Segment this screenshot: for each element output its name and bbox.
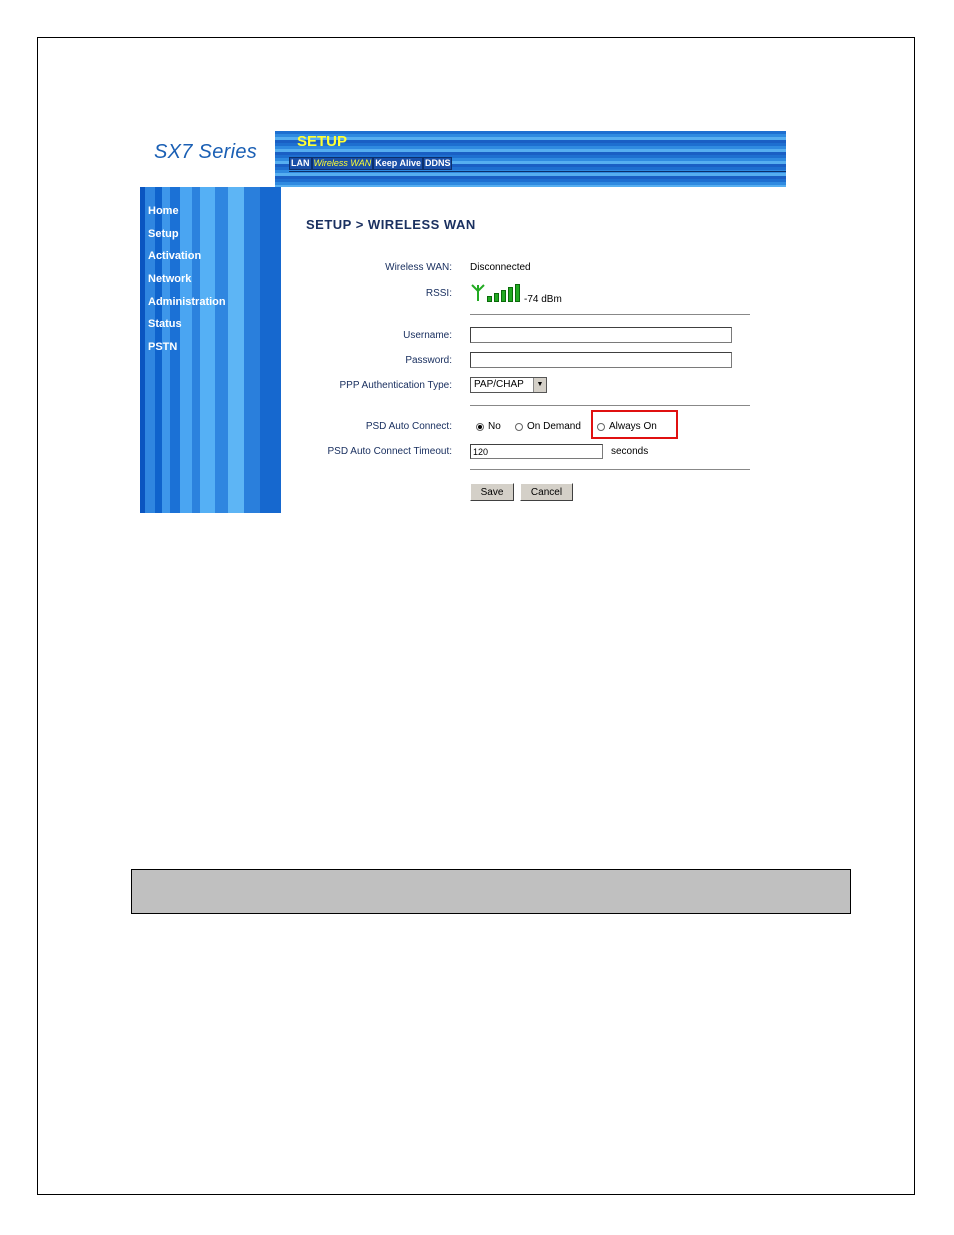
- antenna-icon: [471, 284, 485, 302]
- cancel-button[interactable]: Cancel: [520, 483, 573, 501]
- signal-bar: [508, 287, 513, 302]
- signal-bar: [494, 293, 499, 302]
- section-title: SETUP: [297, 133, 348, 150]
- psd-timeout-input[interactable]: [470, 444, 603, 459]
- main-content: [281, 187, 786, 513]
- gray-note-box: [131, 869, 851, 914]
- signal-bar: [501, 290, 506, 302]
- signal-bar: [515, 284, 520, 302]
- password-label: Password:: [405, 355, 452, 366]
- tab-bar: [289, 157, 452, 170]
- divider: [470, 314, 750, 315]
- logo: SX7 Series: [154, 141, 258, 163]
- password-input[interactable]: [470, 352, 732, 368]
- ppp-auth-select[interactable]: [470, 377, 547, 393]
- sidebar-item-home[interactable]: Home: [148, 205, 179, 217]
- radio-no[interactable]: [476, 421, 501, 432]
- highlight-box: [591, 410, 678, 439]
- rssi-indicator: [471, 284, 562, 305]
- divider: [470, 469, 750, 470]
- wireless-wan-status: Disconnected: [470, 262, 531, 273]
- sidebar-item-status[interactable]: Status: [148, 318, 182, 331]
- sidebar-item-pstn[interactable]: PSTN: [148, 341, 178, 354]
- radio-button-icon[interactable]: [515, 423, 523, 431]
- radio-no-label: No: [488, 421, 501, 432]
- radio-button-icon[interactable]: [476, 423, 484, 431]
- psd-timeout-unit: seconds: [611, 446, 649, 457]
- username-input[interactable]: [470, 327, 732, 343]
- rssi-label: RSSI:: [425, 288, 452, 299]
- tab-lan[interactable]: LAN: [291, 158, 310, 168]
- tab-ddns[interactable]: DDNS: [424, 158, 451, 168]
- radio-on-demand[interactable]: [515, 421, 581, 432]
- signal-bar: [487, 296, 492, 302]
- sidebar-item-administration[interactable]: Administration: [148, 295, 226, 308]
- sidebar-item-activation[interactable]: Activation: [148, 250, 202, 263]
- divider: [470, 405, 750, 406]
- wireless-wan-label: Wireless WAN:: [385, 262, 452, 273]
- tab-wireless-wan[interactable]: Wireless WAN: [313, 158, 372, 168]
- sidebar-item-setup[interactable]: Setup: [148, 227, 179, 240]
- ppp-auth-label: PPP Authentication Type:: [339, 380, 452, 391]
- ppp-auth-selected: PAP/CHAP: [474, 379, 524, 390]
- radio-always-on-label: Always On: [609, 421, 657, 432]
- psd-timeout-label: PSD Auto Connect Timeout:: [327, 446, 452, 457]
- sidebar: [140, 187, 281, 513]
- sidebar-item-network[interactable]: Network: [148, 273, 192, 286]
- tab-keep-alive[interactable]: Keep Alive: [375, 158, 421, 168]
- psd-auto-connect-label: PSD Auto Connect:: [365, 421, 452, 432]
- banner-divider: [289, 171, 786, 172]
- chevron-down-icon[interactable]: ▼: [533, 378, 546, 392]
- header-banner: [275, 131, 786, 187]
- radio-on-demand-label: On Demand: [527, 421, 581, 432]
- save-button[interactable]: Save: [470, 483, 514, 501]
- router-screenshot: [140, 131, 786, 513]
- rssi-value: -74 dBm: [524, 294, 562, 305]
- username-label: Username:: [403, 330, 452, 341]
- sidebar-nav: [148, 204, 226, 363]
- logo-area: [140, 131, 275, 187]
- breadcrumb: SETUP > WIRELESS WAN: [306, 217, 476, 232]
